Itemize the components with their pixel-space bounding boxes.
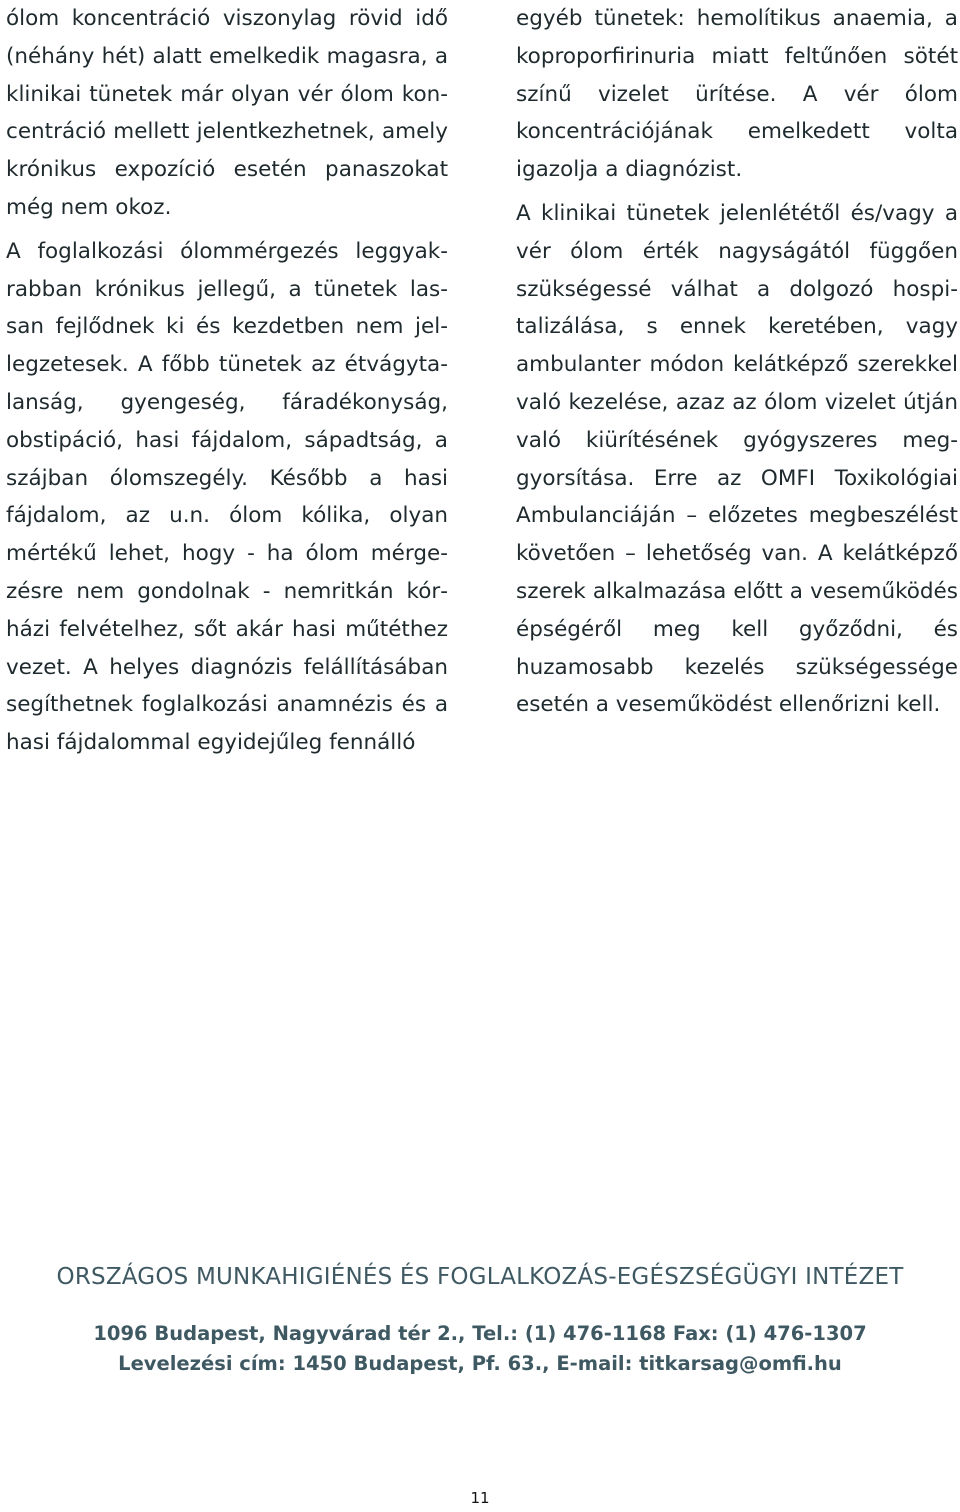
address-phone-fax-line: 1096 Budapest, Nagyvárad tér 2., Tel.: (1) 476-1168 Fax: (1) 476-1307 [93, 1322, 867, 1345]
left-text-column [6, 0, 448, 762]
institute-name: ORSZÁGOS MUNKAHIGIÉNÉS ÉS FOGLALKOZÁS-EGÉSZSÉGÜGYI INTÉZET [56, 1264, 904, 1290]
institute-address-block [0, 1319, 960, 1379]
paragraph-treatment: A klinikai tünetek jelenlététől és/vagy a vér ólom érték nagyságától függően szükségessé válhat a dolgozó hospitalizálása, s ennek keretében, vagy ambulanter módon kelátképző szerekkel való kezelése, azaz az ólom vizelet útján való kiürítésének gyógyszeres meggyorsítása. Erre az OMFI Toxikológiai Ambulanciáján – előzetes megbeszélést követően – lehetőség van. A kelátképző szerek alkalmazása előtt a veseműködés épségéről meg kell győződni, és huzamosabb kezelés szükségessége esetén a veseműködést ellenőrizni kell. [516, 200, 958, 718]
page-number: 11 [470, 1489, 490, 1507]
paragraph-lead-concentration: ólom koncentráció viszonylag rövid idő (néhány hét) alatt emelkedik magasra, a klinikai tünetek már olyan vér ólom koncentráció mellett jelentkezhetnek, amely krónikus expozíció esetén panaszokat még nem okoz. [6, 6, 448, 220]
mailing-address-email-line: Levelezési cím: 1450 Budapest, Pf. 63., E-mail: titkarsag@omfi.hu [118, 1352, 842, 1375]
paragraph-other-symptoms: egyéb tünetek: hemolítikus anaemia, a koproporfirinuria miatt feltűnően sötét színű vizelet ürítése. A vér ólom koncentrációjának emelkedett volta igazolja a diagnózist. [516, 6, 958, 183]
paragraph-chronic-poisoning: A foglalkozási ólommérgezés leggyakrabban krónikus jellegű, a tünetek lassan fejlődnek ki és kezdetben nem jellegzetesek. A főbb tünetek az étvágytalanság, gyengeség, fáradékonyság, obstipáció, hasi fájdalom, sápadtság, a szájban ólomszegély. Később a hasi fájdalom, az u.n. ólom kólika, olyan mértékű lehet, hogy - ha ólom mérgezésre nem gondolnak - nemritkán kórházi felvételhez, sőt akár hasi műtéthez vezet. A helyes diagnózis felállításában segíthetnek foglalkozási anamnézis és a hasi fájdalommal egyidejűleg fennálló [6, 238, 448, 756]
right-text-column [516, 0, 958, 724]
